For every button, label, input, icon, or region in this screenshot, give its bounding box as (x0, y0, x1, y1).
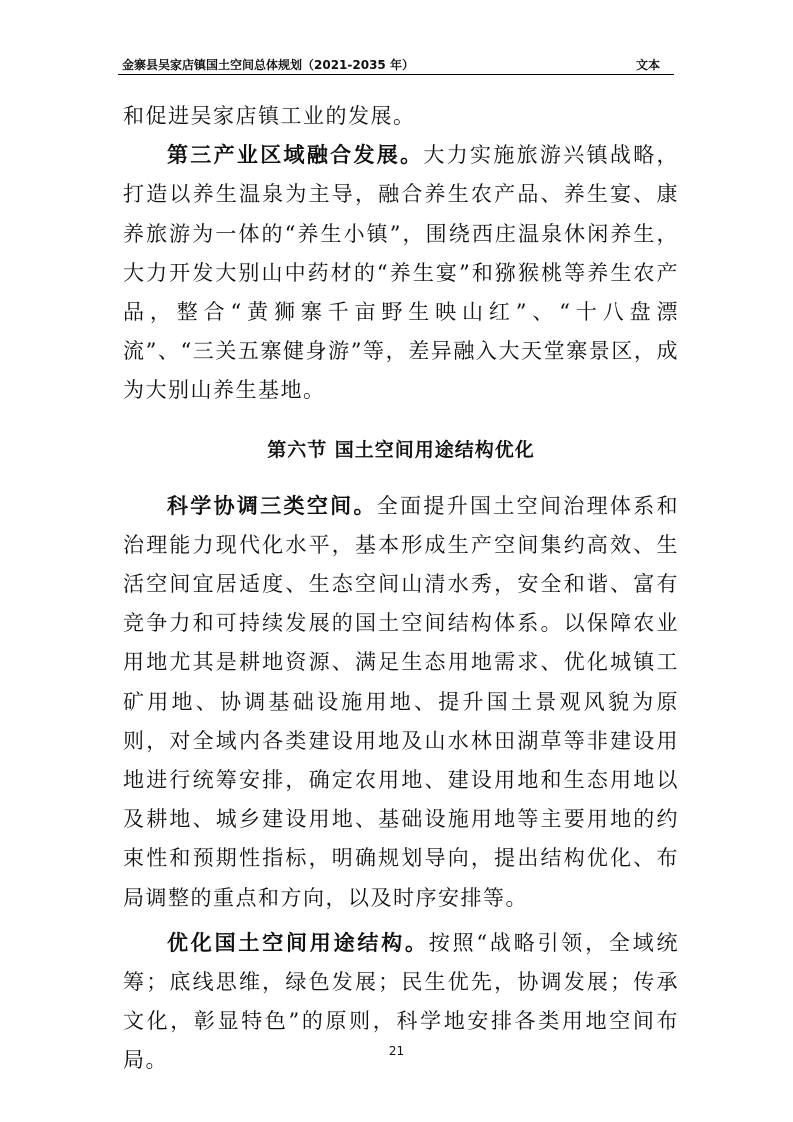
header-divider (118, 74, 674, 75)
paragraph-text: 全面提升国土空间治理体系和治理能力现代化水平，基本形成生产空间集约高效、生活空间宜居适度、生态空间山清水秀，安全和谐、富有竞争力和可持续发展的国土空间结构体系。以保障农业用地尤其是耕地资源、满足生态用地需求、优化城镇工矿用地、协调基础设施用地、提升国土景观风貌为原则，对全域内各类建设用地及山水林田湖草等非建设用地进行统筹安排，确定农用地、建设用地和生态用地以及耕地、城乡建设用地、基础设施用地等主要用地的约束性和预期性指标，明确规划导向，提出结构优化、布局调整的重点和方向，以及时序安排等。 (123, 493, 680, 910)
running-header (118, 56, 674, 74)
document-type-label: 文本 (635, 58, 660, 72)
paragraph-text: 大力实施旅游兴镇战略，打造以养生温泉为主导，融合养生农产品、养生宴、康养旅游为一体的“养生小镇”，围绕西庄温泉休闲养生，大力开发大别山中药材的“养生宴”和猕猴桃等养生农产品，整合“黄狮寨千亩野生映山红”、“十八盘漂流”、“三关五寨健身游”等，差异融入大天堂寨景区，成为大别山养生基地。 (123, 143, 680, 403)
paragraph-lead-heading: 第三产业区域融合发展。 (167, 143, 424, 168)
paragraph-three-spaces (123, 487, 679, 918)
page-number: 21 (388, 1044, 405, 1058)
page-body (123, 97, 679, 1081)
section-heading: 第六节 国土空间用途结构优化 (267, 438, 535, 461)
document-title: 金寨县吴家店镇国土空间总体规划（2021-2035 年） (122, 58, 414, 72)
paragraph-text: 按照“战略引领，全域统筹；底线思维，绿色发展；民生优先，协调发展；传承文化，彰显特色”的原则，科学地安排各类用地空间布局。 (123, 930, 679, 1073)
paragraph-tertiary-industry (123, 136, 679, 410)
paragraph-lead-heading: 科学协调三类空间。 (167, 493, 377, 518)
paragraph-lead-heading: 优化国土空间用途结构。 (167, 930, 429, 955)
paragraph-continuation: 和促进吴家店镇工业的发展。 (123, 104, 416, 128)
